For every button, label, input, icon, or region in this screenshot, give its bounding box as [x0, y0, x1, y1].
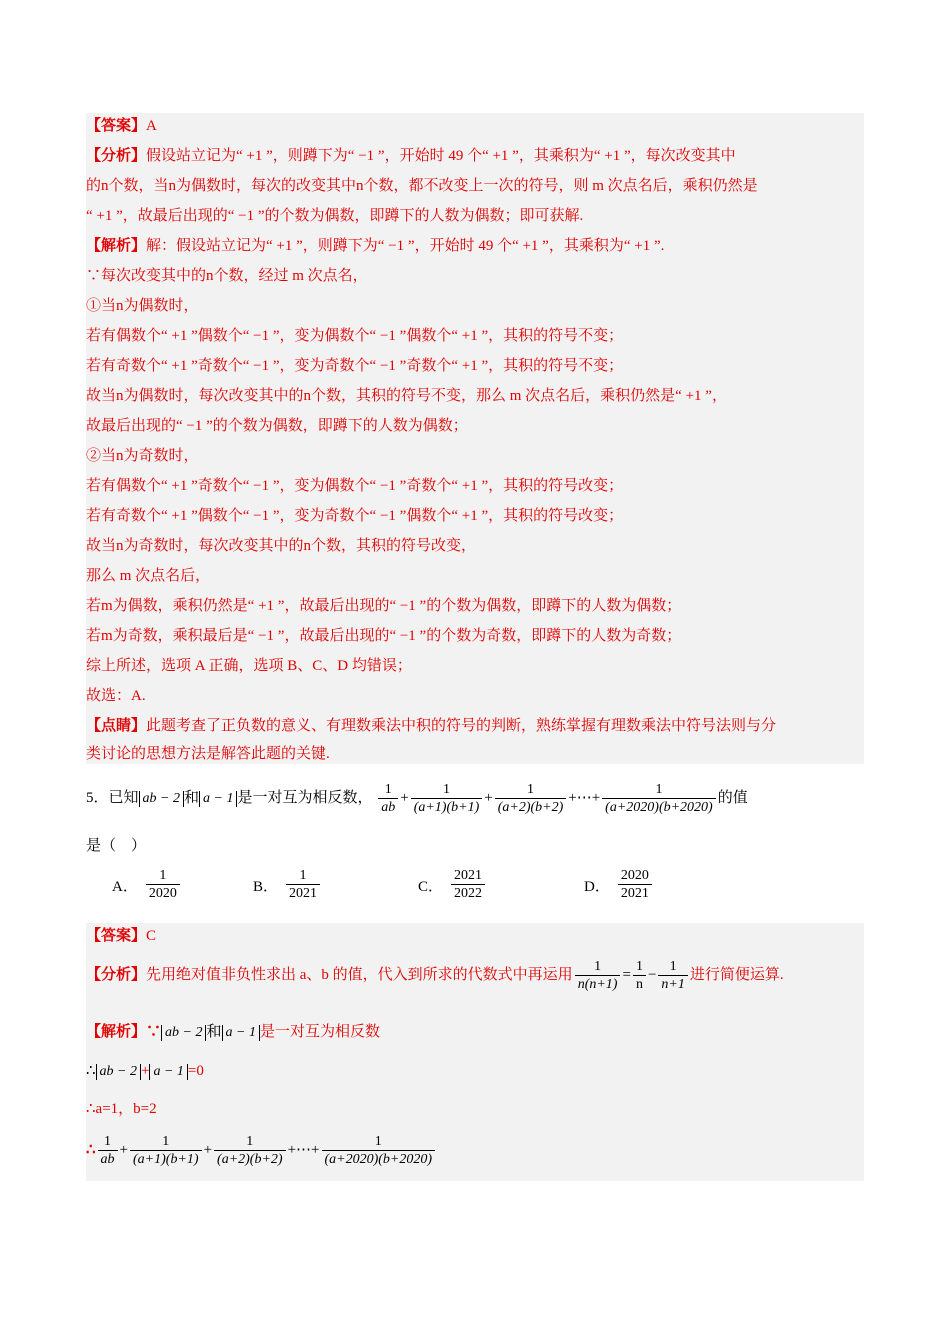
fraction-den: (a+2)(b+2) [214, 1150, 286, 1168]
solution-line-14: 若m为奇数，乘积最后是“ −1 ”，故最后出现的“ −1 ”的个数为奇数，即蹲下的人数为奇数； [86, 628, 682, 644]
fraction-num: 1 [299, 868, 307, 883]
fraction-1 [378, 782, 398, 816]
fraction-4 [602, 782, 716, 816]
analysis-tag: 【分析】 [86, 967, 147, 983]
comment-line-2: 类讨论的思想方法是解答此题的关键. [86, 746, 330, 762]
s-fraction-1 [98, 1134, 118, 1168]
solution-line-4: 若有偶数个“ +1 ”偶数个“ −1 ”，变为偶数个“ −1 ”偶数个“ +1 ”，其积的符号不变； [86, 328, 624, 344]
option-fraction [146, 868, 180, 902]
answer-value: A [146, 118, 157, 134]
s-fraction-2 [130, 1134, 202, 1168]
question-5-line-2: 是（ ） [86, 838, 147, 854]
question-5-line-1: 5．已知 ab − 2 和 a − 1 是一对互为相反数， $\frac{1}{ab}$ + $\frac{1}{(a+1)(b+1)}$ + $\frac{1}{(a+2)(b+2)}$ +⋯+ $\frac{1}{(a+2020)(b+2020)}$ 的值 [86, 781, 748, 815]
option-label: B． [253, 878, 279, 895]
ellipsis: +⋯+ [568, 790, 601, 806]
ellipsis: +⋯+ [287, 1142, 320, 1158]
fraction-den: n+1 [658, 975, 687, 993]
fraction-den: 2020 [146, 884, 180, 902]
fraction-num: 1 [669, 958, 677, 974]
fraction-den: (a+2020)(b+2020) [322, 1150, 436, 1168]
comment-text: 此题考查了正负数的意义、有理数乘法中积的符号的判断，熟练掌握有理数乘法中符号法则与分 [146, 718, 777, 734]
analysis-text: 先用绝对值非负性求出 a、b 的值，代入到所求的代数式中再运用 [146, 967, 573, 983]
option-d[interactable] [584, 868, 654, 902]
analysis5-line [86, 955, 784, 995]
minus-sign: − [647, 967, 657, 983]
solution-line-15: 综上所述，选项 A 正确，选项 B、C、D 均错误； [86, 658, 412, 674]
fraction-num: 1 [374, 1133, 382, 1149]
fraction-den: (a+2)(b+2) [495, 798, 567, 816]
fraction-num: 1 [162, 1133, 170, 1149]
analysis-end: 进行简便运算. [689, 967, 784, 983]
option-c[interactable] [418, 868, 487, 902]
answer-tag: 【答案】 [86, 928, 147, 944]
fraction-num: 1 [655, 781, 663, 797]
fraction-den: 2021 [286, 884, 320, 902]
analysis-tag: 【分析】 [86, 148, 147, 164]
fraction-num: 1 [526, 781, 534, 797]
answer-value: C [146, 928, 157, 944]
abs-a-minus-1: a − 1 [149, 1064, 187, 1080]
comment-tag: 【点睛】 [86, 718, 147, 734]
identity-r1 [633, 959, 646, 993]
solution-line-13: 若m为偶数，乘积仍然是“ +1 ”，故最后出现的“ −1 ”的个数为偶数，即蹲下的人数为偶数； [86, 598, 682, 614]
therefore-symbol: ∴ [86, 1063, 96, 1079]
solution5-line-3: ∴a=1，b=2 [86, 1101, 157, 1117]
option-a[interactable] [112, 868, 182, 902]
option-label: D． [584, 878, 610, 895]
abs-a-minus-1: a − 1 [222, 1025, 260, 1041]
solution-line-12: 那么 m 次点名后， [86, 568, 211, 584]
identity-lhs [575, 959, 621, 993]
fraction-num: 1 [635, 958, 643, 974]
question-text-after: 的值 [717, 790, 748, 806]
option-fraction [618, 868, 652, 902]
s-fraction-4 [322, 1134, 436, 1168]
fraction-den: ab [378, 798, 398, 816]
fraction-den: (a+2020)(b+2020) [602, 798, 716, 816]
fraction-num: 1 [159, 868, 167, 883]
solution-line-7: 故最后出现的“ −1 ”的个数为偶数，即蹲下的人数为偶数； [86, 418, 468, 434]
solution-line-11: 故当n为奇数时，每次改变其中的n个数，其积的符号改变， [86, 538, 477, 554]
abs-ab-minus-2: ab − 2 [139, 791, 184, 807]
analysis-text: 假设站立记为“ +1 ”，则蹲下为“ −1 ”，开始时 49 个“ +1 ”，其乘积为“ +1 ”，每次改变其中 [146, 148, 736, 164]
fraction-num: 2020 [620, 868, 649, 883]
option-label: C． [418, 878, 444, 895]
solution-text: 是一对互为相反数 [259, 1024, 380, 1040]
equals-zero: =0 [187, 1063, 204, 1079]
fraction-den: n(n+1) [575, 975, 621, 993]
option-fraction [286, 868, 320, 902]
s-fraction-3 [214, 1134, 286, 1168]
answer5-line [86, 926, 156, 946]
fraction-den: (a+1)(b+1) [130, 1150, 202, 1168]
option-b[interactable] [253, 868, 322, 902]
solution5-line-2 [86, 1061, 204, 1081]
fraction-den: ab [98, 1150, 118, 1168]
option-label: A． [112, 878, 138, 895]
fraction-num: 1 [384, 781, 392, 797]
therefore-symbol: ∴ [86, 1142, 96, 1158]
plus-sign: + [141, 1063, 150, 1079]
fraction-num: 1 [442, 781, 450, 797]
answer-line [86, 116, 157, 136]
solution-tag: 【解析】 [86, 238, 147, 254]
question-text-mid: 是一对互为相反数， [237, 790, 373, 806]
equals-sign: = [622, 967, 631, 983]
analysis-line-2: 的n个数，当n为偶数时，每次的改变其中n个数，都不改变上一次的符号，则 m 次点名后，乘积仍然是 [86, 178, 758, 194]
fraction-den: (a+1)(b+1) [411, 798, 483, 816]
option-fraction [451, 868, 485, 902]
fraction-den: 2022 [451, 884, 485, 902]
analysis-line-1 [86, 146, 736, 166]
analysis-line-3: “ +1 ”，故最后出现的“ −1 ”的个数为偶数，即蹲下的人数为偶数；即可获解. [86, 208, 584, 224]
fraction-num: 1 [594, 958, 602, 974]
solution-text: 解：假设站立记为“ +1 ”，则蹲下为“ −1 ”，开始时 49 个“ +1 ”，其乘积为“ +1 ”. [146, 238, 665, 254]
identity-r2 [658, 959, 687, 993]
comment-line-1 [86, 716, 776, 736]
fraction-num: 2021 [454, 868, 483, 883]
solution-line-8: ②当n为奇数时， [86, 448, 199, 464]
solution5-line-4: ∴ $\frac{1}{ab}$ + $\frac{1}{(a+1)(b+1)}$ + $\frac{1}{(a+2)(b+2)}$ +⋯+ $\frac{1}{(a+2020)(b+2020)}$ [86, 1128, 437, 1172]
solution-line-6: 故当n为偶数时，每次改变其中的n个数，其积的符号不变，那么 m 次点名后，乘积仍然是“ +1 ”， [86, 388, 727, 404]
fraction-den: n [633, 975, 646, 993]
question-number: 5． [86, 790, 109, 806]
fraction-3 [495, 782, 567, 816]
solution-line-10: 若有奇数个“ +1 ”偶数个“ −1 ”，变为奇数个“ −1 ”偶数个“ +1 ”，其积的符号改变； [86, 508, 624, 524]
solution-tag: 【解析】 [86, 1024, 147, 1040]
question-text-before: 已知 [108, 790, 139, 806]
fraction-2 [411, 782, 483, 816]
answer-tag: 【答案】 [86, 118, 147, 134]
solution5-line-1 [86, 1022, 380, 1042]
fraction-num: 1 [246, 1133, 254, 1149]
solution-line-1 [86, 236, 664, 256]
solution-line-5: 若有奇数个“ +1 ”奇数个“ −1 ”，变为奇数个“ −1 ”奇数个“ +1 ”，其积的符号不变； [86, 358, 624, 374]
solution-line-2: ∵每次改变其中的n个数，经过 m 次点名， [86, 268, 368, 284]
abs-a-minus-1: a − 1 [199, 791, 237, 807]
and-text: 和 [206, 1024, 222, 1040]
fraction-den: 2021 [618, 884, 652, 902]
because-symbol: ∵ [146, 1024, 162, 1040]
abs-ab-minus-2: ab − 2 [161, 1025, 206, 1041]
solution-line-16: 故选：A. [86, 688, 146, 704]
abs-ab-minus-2: ab − 2 [96, 1064, 141, 1080]
solution-line-3: ①当n为偶数时， [86, 298, 199, 314]
and-text: 和 [183, 790, 199, 806]
fraction-num: 1 [104, 1133, 112, 1149]
solution-line-9: 若有偶数个“ +1 ”奇数个“ −1 ”，变为偶数个“ −1 ”奇数个“ +1 ”，其积的符号改变； [86, 478, 624, 494]
